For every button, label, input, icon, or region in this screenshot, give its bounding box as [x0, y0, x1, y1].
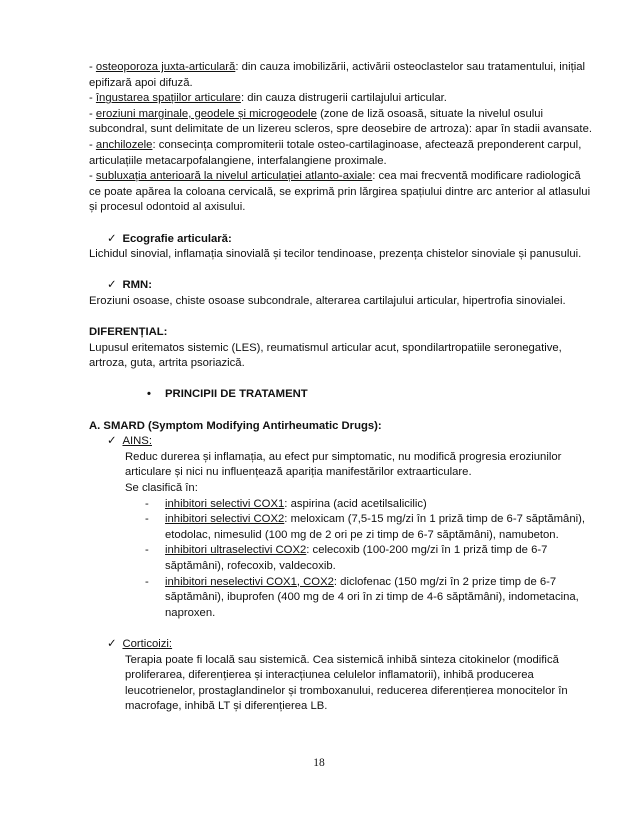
section-heading-ecografie: ✓ Ecografie articulară:	[107, 232, 232, 245]
term: eroziuni marginale, geodele și microgeodele	[95, 107, 317, 120]
section-text-diferential: Lupusul eritematos sistemic (LES), reumatismul articular acut, spondilartropatiile seronegative, artroza, guta, artrita psoriazică.	[89, 341, 562, 370]
checkmark-icon: ✓	[107, 435, 117, 448]
term: subluxația anterioară la nivelul articulației atlanto-axiale	[95, 170, 373, 183]
document-page	[89, 60, 594, 715]
subsection-text-ains: Reduc durerea și inflamația, au efect pur simptomatic, nu modifică progresia eroziunilor articulare și nici nu influențează apariția manifestărilor extraarticulare.	[125, 450, 562, 479]
classification-label: Se clasifică în:	[125, 482, 198, 495]
term: inhibitori ultraselectivi COX2	[165, 544, 307, 557]
section-text-rmn: Eroziuni osoase, chiste osoase subcondrale, alterarea cartilajului articular, hipertrofia sinovialei.	[89, 294, 566, 307]
radiology-item-ankylosis: - anchilozele: consecința compromiterii totale osteo-cartilaginoase, afectează preponderent carpul, articulațiile metacarpofalangiene, interfalangiene proximale.	[89, 138, 582, 167]
page-number: 18	[313, 757, 325, 769]
checkmark-icon: ✓	[107, 637, 117, 650]
section-heading-smard: A. SMARD (Symptom Modifying Antirheumatic Drugs):	[89, 419, 382, 432]
section-heading-rmn: ✓ RMN:	[107, 279, 152, 292]
list-item: - inhibitori ultraselectivi COX2: celecoxib (100-200 mg/zi în 1 priză timp de 6-7 săptămâni), rofecoxib, valdecoxib.	[145, 544, 548, 572]
checkmark-icon: ✓	[107, 279, 117, 292]
radiology-item-joint-space: - îngustarea spațiilor articulare: din cauza distrugerii cartilajului articular.	[89, 92, 447, 105]
term: inhibitori selectivi COX1	[165, 497, 285, 510]
term: osteoporoza juxta-articulară	[95, 61, 236, 73]
radiology-item-erosions: - eroziuni marginale, geodele și microgeodele (zone de liză osoasă, situate la nivelul osului subcondral, sunt delimitate de un lizereu scleros, spre deosebire de artroza): apar în stadii avansate.	[89, 107, 592, 136]
bullet-icon: •	[147, 388, 151, 401]
section-heading-diferential: DIFERENȚIAL:	[89, 326, 168, 339]
term: îngustarea spațiilor articulare	[95, 92, 241, 105]
section-text-ecografie: Lichidul sinovial, inflamația sinovială și tecilor tendinoase, prezența chistelor sinoviale și panusului.	[89, 248, 582, 261]
term: anchilozele	[95, 138, 153, 151]
subsection-text-corticoizi: Terapia poate fi locală sau sistemică. Cea sistemică inhibă sinteza citokinelor (modifică proliferarea, diferențierea și interacțiunea celulelor inflamatorii), inhibă producerea leucotrienelor, prostaglandinelor și tromboxanului, reducerea diferențierea monocitelor în macrofage, inhibă LT și diferențierea LB.	[125, 653, 568, 713]
section-heading-principii: • PRINCIPII DE TRATAMENT	[147, 387, 594, 403]
checkmark-icon: ✓	[107, 232, 117, 245]
subsection-heading-corticoizi: ✓ Corticoizi:	[107, 637, 173, 650]
list-item: - inhibitori selectivi COX2: meloxicam (7,5-15 mg/zi în 1 priză timp de 6-7 săptămâni), etodolac, nimesulid (100 mg de 2 ori pe zi timp de 6-7 săptămâni), namubeton.	[145, 513, 586, 541]
term: inhibitori selectivi COX2	[165, 513, 285, 526]
list-item: - inhibitori selectivi COX1: aspirina (acid acetilsalicilic)	[145, 497, 427, 510]
term: inhibitori neselectivi COX1, COX2	[165, 575, 334, 588]
radiology-item-subluxation: - subluxația anterioară la nivelul articulației atlanto-axiale: cea mai frecventă modificare radiologică ce poate apărea la coloana cervicală, se exprimă prin lărgirea spațiului dintre arc anterior al atlasului și procesul odontoid al axisului.	[89, 170, 591, 214]
list-item: - inhibitori neselectivi COX1, COX2: diclofenac (150 mg/zi în 2 prize timp de 6-7 săptămâni), ibuprofen (400 mg de 4 ori în zi timp de 4-6 săptămâni), indometacina, naproxen.	[145, 575, 579, 619]
radiology-item-osteoporosis: - osteoporoza juxta-articulară: din cauza imobilizării, activării osteoclastelor sau tratamentului, inițial epifizară apoi difuză.	[89, 61, 586, 89]
subsection-heading-ains: ✓ AINS:	[107, 435, 152, 448]
